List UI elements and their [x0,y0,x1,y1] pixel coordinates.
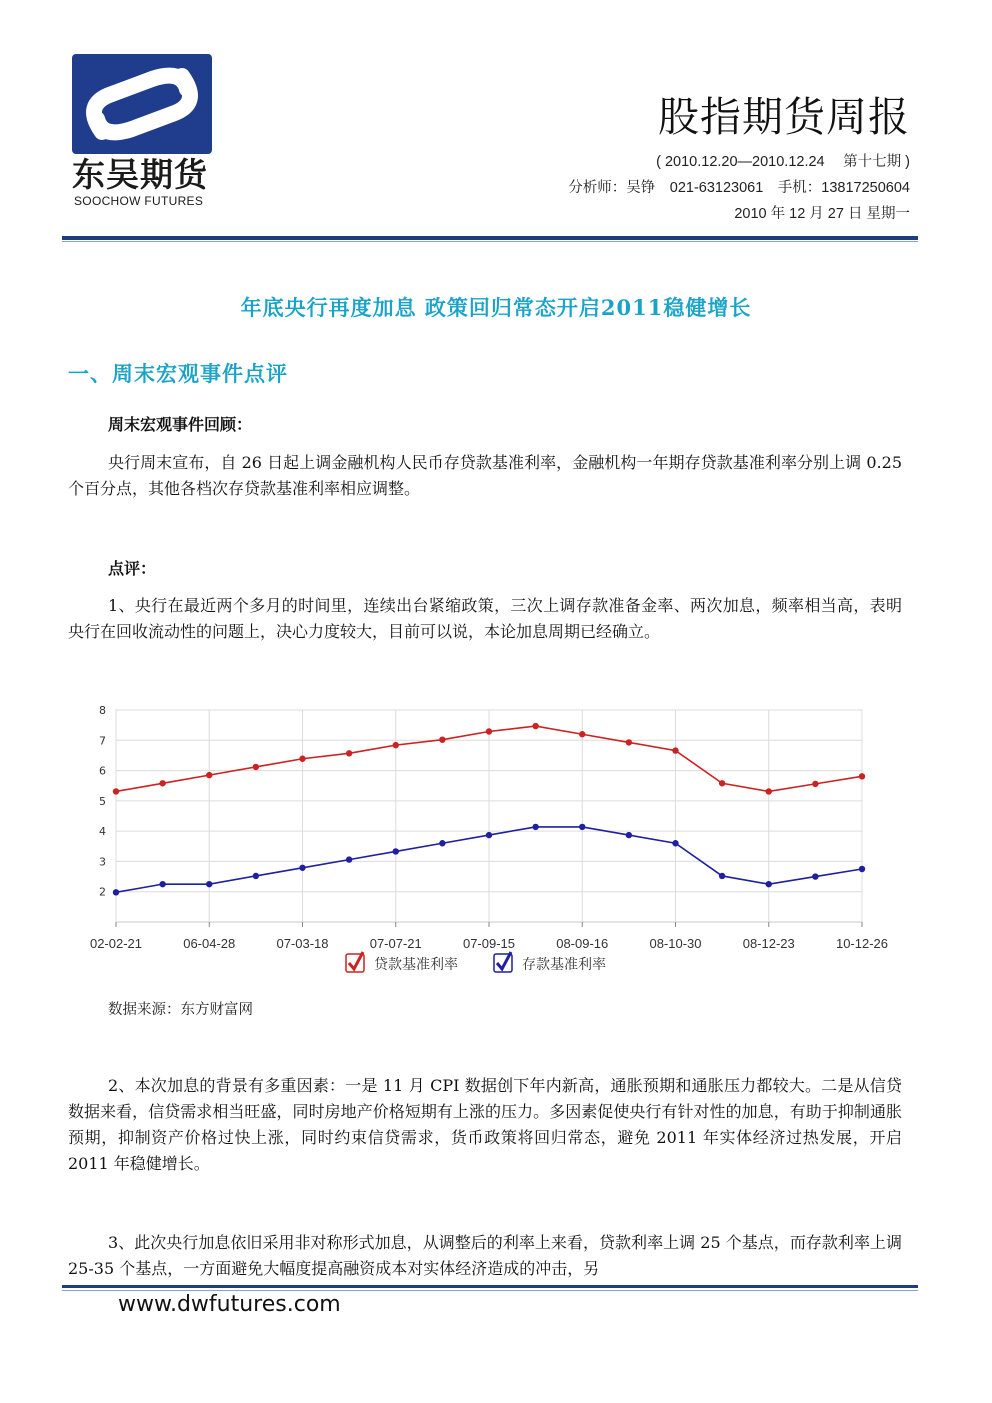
logo-text-cn: 东吴期货 [72,155,208,194]
x-tick-label: 07-07-21 [369,936,422,951]
deposit-rate-point [113,889,119,895]
legend-label: 贷款基准利率 [374,957,458,973]
loan-rate-point [719,780,725,786]
deposit-rate-point [299,865,305,871]
legend-deposit [494,952,606,973]
x-tick-label: 08-09-16 [556,936,609,951]
section-title: 一、周末宏观事件点评 [68,361,288,386]
deposit-rate-point [532,824,538,830]
loan-rate-point [439,736,445,742]
deposit-rate-point [346,856,352,862]
footer-website[interactable]: www.dwfutures.com [118,1292,341,1317]
date-line: 2010 年 12 月 27 日 星期一 [734,206,910,222]
loan-rate-point [346,750,352,756]
y-tick-label: 2 [99,885,106,899]
loan-rate-point [486,728,492,734]
header-divider [62,236,918,240]
x-tick-label: 02-02-21 [89,936,143,951]
deposit-rate-point [812,873,818,879]
loan-rate-point [253,764,259,770]
article-title: 年底央行再度加息 政策回归常态开启2011稳健增长 [240,295,752,320]
header-divider-thin [62,241,918,242]
review-heading: 周末宏观事件回顾： [108,415,253,434]
review-paragraph: 央行周末宣布，自 26 日起上调金融机构人民币存贷款基准利率，金融机构一年期存贷款基准利率分别上调 0.25 个百分点，其他各档次存贷款基准利率相应调整。 [68,453,902,498]
deposit-rate-point [766,881,772,887]
footer-divider-thin [62,1290,918,1291]
period-line: ( 2010.12.20—2010.12.24 第十七期 ) [656,154,910,170]
comment-paragraph-3: 3、此次央行加息依旧采用非对称形式加息，从调整后的利率上来看，贷款利率上调 25 个基点，而存款利率上调 25-35 个基点，一方面避免大幅度提高融资成本对实体经济造成的冲击，另 [68,1233,902,1278]
x-tick-label: 10-12-26 [835,936,889,951]
deposit-rate-point [439,840,445,846]
report-title: 股指期货周报 [658,93,910,141]
logo-text-en: SOOCHOW FUTURES [74,194,204,208]
data-source: 数据来源：东方财富网 [108,1002,253,1018]
loan-rate-point [206,772,212,778]
loan-rate-point [672,747,678,753]
deposit-rate-point [393,848,399,854]
y-tick-label: 3 [99,855,106,869]
x-tick-label: 08-12-23 [742,936,795,951]
legend-loan [346,952,458,973]
y-tick-label: 8 [99,704,106,717]
loan-rate-point [766,788,772,794]
deposit-rate-point [672,840,678,846]
y-tick-label: 5 [99,794,106,808]
footer-divider [62,1285,918,1288]
loan-rate-point [812,781,818,787]
deposit-rate-point [626,832,632,838]
loan-rate-point [393,742,399,748]
deposit-rate-point [253,873,259,879]
deposit-rate-point [859,866,865,872]
y-tick-label: 4 [99,825,106,839]
loan-rate-point [859,773,865,779]
loan-rate-point [159,780,165,786]
legend-label: 存款基准利率 [522,957,606,973]
deposit-rate-point [579,824,585,830]
deposit-rate-point [159,881,165,887]
comment-paragraph-1: 1、央行在最近两个多月的时间里，连续出台紧缩政策，三次上调存款准备金率、两次加息，频率相当高，表明央行在回收流动性的问题上，决心力度较大，目前可以说，本论加息周期已经确立。 [68,596,902,641]
y-tick-label: 6 [99,764,106,778]
y-tick-label: 7 [99,734,106,748]
deposit-rate-point [206,881,212,887]
loan-rate-point [532,723,538,729]
x-tick-label: 08-10-30 [649,936,702,951]
deposit-rate-point [719,873,725,879]
loan-rate-point [626,739,632,745]
loan-rate-point [113,788,119,794]
analyst-line: 分析师：吴铮 021-63123061 手机：13817250604 [568,180,910,196]
x-tick-label: 07-09-15 [462,936,516,951]
x-tick-label: 07-03-18 [276,936,329,951]
soochow-logo-icon [72,54,212,154]
interest-rate-chart [74,700,914,990]
deposit-rate-point [486,832,492,838]
loan-rate-point [299,756,305,762]
comment-paragraph-2: 2、本次加息的背景有多重因素：一是 11 月 CPI 数据创下年内新高，通胀预期和通胀压力都较大。二是从信贷数据来看，信贷需求相当旺盛，同时房地产价格短期有上涨的压力。多因素促使央行有针对性的加息，有助于抑制通胀预期，抑制资产价格过快上涨，同时约束信贷需求，货币政策将回归常态，避免 2011 年实体经济过热发展，开启 2011 年稳健增长。 [68,1076,902,1173]
x-tick-label: 06-04-28 [183,936,236,951]
loan-rate-point [579,731,585,737]
comment-heading: 点评： [108,559,157,578]
